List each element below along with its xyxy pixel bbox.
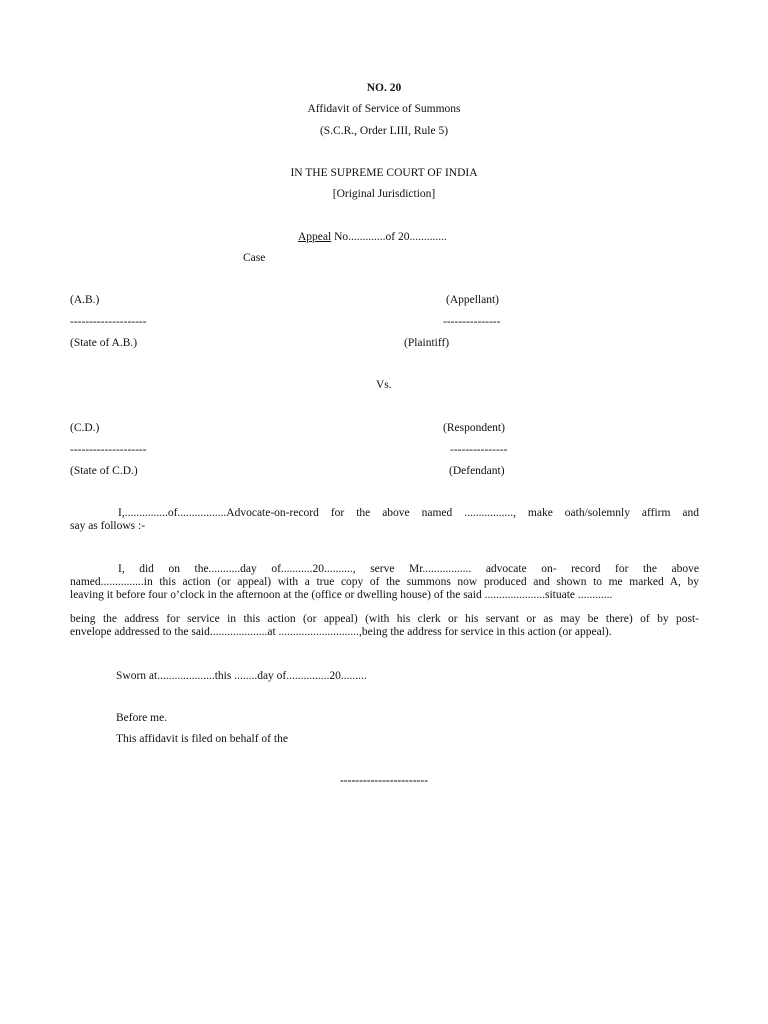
dash-line-right-1: --------------- [443,316,501,328]
court-name: IN THE SUPREME COURT OF INDIA [290,167,478,179]
paragraph-service-line-3: leaving it before four o’clock in the afternoon at the (office or dwelling house) of the said .....................situate ............ [70,589,613,601]
form-number: NO. 20 [366,82,402,94]
state-cd: (State of C.D.) [70,465,138,477]
form-title: Affidavit of Service of Summons [307,103,461,115]
rule-reference: (S.C.R., Order LIII, Rule 5) [319,125,449,137]
paragraph-oath-line-1: I,...............of.................Advocate-on-record for the above named ................., make oath/solemnly affirm and [118,507,699,519]
paragraph-address-line-1: being the address for service in this action (or appeal) (with his clerk or his servant or as may be there) of by post- [70,613,699,625]
dash-line-right-2: --------------- [450,444,508,456]
appeal-word: Appeal [298,231,332,243]
paragraph-oath [70,507,699,533]
end-divider: ----------------------- [339,775,429,787]
defendant-label: (Defendant) [449,465,505,477]
appeal-number-line [298,230,447,244]
dash-line-left-1: -------------------- [70,316,147,328]
respondent-label: (Respondent) [443,422,505,434]
appeal-number-blank: No.............of 20............. [331,231,447,243]
paragraph-oath-line-2: say as follows :- [70,520,146,532]
before-me: Before me. [116,712,168,724]
paragraph-address-line-2: envelope addressed to the said....................at ............................,being the address for service in this action (or appeal). [70,626,612,638]
state-ab: (State of A.B.) [70,337,138,349]
dash-line-left-2: -------------------- [70,444,147,456]
jurisdiction: [Original Jurisdiction] [332,188,436,200]
party-cd: (C.D.) [70,422,100,434]
filed-on-behalf-line: This affidavit is filed on behalf of the [116,733,288,745]
case-label: Case [243,252,266,264]
sworn-at-line: Sworn at....................this ........day of...............20......... [116,670,367,682]
plaintiff-label: (Plaintiff) [404,337,450,349]
party-ab: (A.B.) [70,294,100,306]
appellant-label: (Appellant) [446,294,500,306]
paragraph-service [70,563,699,602]
paragraph-service-line-1: I, did on the...........day of...........20.........., serve Mr................. advocate on- record for the above [118,563,699,575]
paragraph-service-line-2: named...............in this action (or appeal) with a true copy of the summons now produced and shown to me marked A, by [70,576,699,588]
paragraph-address [70,613,699,639]
versus: Vs. [376,379,392,391]
